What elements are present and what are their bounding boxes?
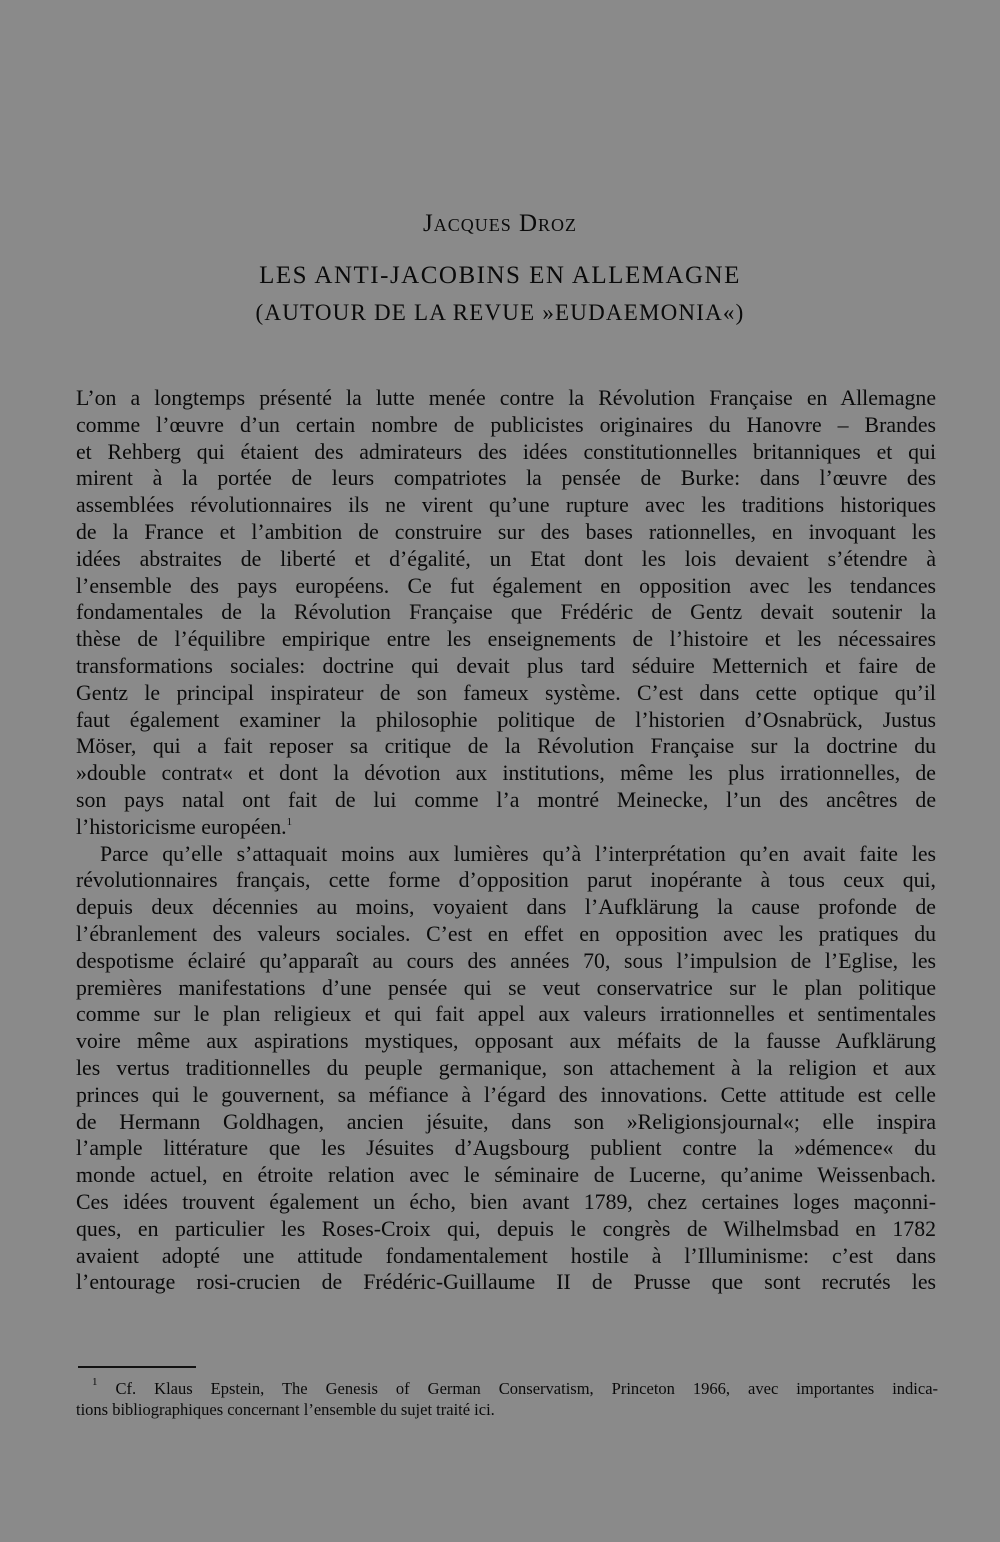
footnote-text: Cf. Klaus Epstein, The Genesis of German Conservatism, Princeton 1966, avec importantes indica- [115,1379,939,1398]
text-line: transformations sociales: doctrine qui devait plus tard séduire Metternich et faire de [76,653,936,678]
article-title: LES ANTI-JACOBINS EN ALLEMAGNE [259,262,741,289]
text-line: Ces idées trouvent également un écho, bien avant 1789, chez certaines loges maçonni- [76,1189,936,1214]
text-line: L’on a longtemps présenté la lutte menée contre la Révolution Française en Allemagne [76,386,936,410]
footnote [76,1378,938,1420]
text-line: depuis deux décennies au moins, voyaient dans l’Aufklärung la cause profonde de [76,895,936,920]
article-subtitle: (AUTOUR DE LA REVUE »EUDAEMONIA«) [255,300,745,325]
footnote-marker: 1 [92,1376,98,1388]
text-line: l’ébranlement des valeurs sociales. C’est en effet en opposition avec les pratiques du [76,921,936,946]
footnote-line [76,1378,938,1399]
footnote-line: tions bibliographiques concernant l’ensemble du sujet traité ici. [76,1400,495,1419]
text-line: Möser, qui a fait reposer sa critique de la Révolution Française sur la doctrine du [76,734,936,759]
text-line: idées abstraites de liberté et d’égalité, un Etat dont les lois devaient s’étendre à [76,546,936,571]
text-line: avaient adopté une attitude fondamentalement hostile à l’Illuminisme: c’est dans [76,1243,936,1268]
footnote-reference[interactable]: 1 [286,815,293,828]
text-line: faut également examiner la philosophie politique de l’historien d’Osnabrück, Justus [76,707,936,732]
text-line: les vertus traditionnelles du peuple germanique, son attachement à la religion et aux [76,1055,936,1080]
text-line: l’ensemble des pays européens. Ce fut également en opposition avec les tendances [76,573,936,598]
text-line: révolutionnaires français, cette forme d’opposition parut inopérante à tous ceux qui, [76,868,936,893]
text-line: ques, en particulier les Roses-Croix qui, depuis le congrès de Wilhelmsbad en 1782 [76,1216,936,1241]
text-line: premières manifestations d’une pensée qui se veut conservatrice sur le plan politique [76,975,936,1000]
text-line: thèse de l’équilibre empirique entre les enseignements de l’histoire et les nécessaires [76,627,936,652]
text-line: fondamentales de la Révolution Française que Frédéric de Gentz devait soutenir la [76,600,936,625]
text-line: comme sur le plan religieux et qui fait appel aux valeurs irrationnelles et sentimentales [76,1002,936,1027]
text-line: et Rehberg qui étaient des admirateurs des idées constitutionnelles britanniques et qui [76,439,936,464]
text-line: l’historicisme européen. [76,814,287,839]
text-line: Gentz le principal inspirateur de son fameux système. C’est dans cette optique qu’il [76,680,936,705]
text-line-with-footnote [76,814,936,841]
text-line: »double contrat« et dont la dévotion aux institutions, même les plus irrationnelles, de [76,761,936,786]
author-name: Jacques Droz [422,210,578,237]
footnote-divider [78,1366,196,1368]
text-line: son pays natal ont fait de lui comme l’a montré Meinecke, l’un des ancêtres de [76,787,936,812]
text-line: princes qui le gouvernent, sa méfiance à l’égard des innovations. Cette attitude est celle [76,1082,936,1107]
text-line: l’entourage rosi-crucien de Frédéric-Guillaume II de Prusse que sont recrutés les [76,1270,936,1295]
text-line: voire même aux aspirations mystiques, opposant aux méfaits de la fausse Aufklärung [76,1029,936,1054]
text-line: de la France et l’ambition de construire sur des bases rationnelles, en invoquant les [76,519,936,544]
text-line: mirent à la portée de leurs compatriotes la pensée de Burke: dans l’œuvre des [76,466,936,491]
paragraph-start: Parce qu’elle s’attaquait moins aux lumières qu’à l’interprétation qu’en avait faite les [100,841,936,866]
text-line: comme l’œuvre d’un certain nombre de publicistes originaires du Hanovre – Brandes [76,412,936,437]
text-line: assemblées révolutionnaires ils ne virent qu’une rupture avec les traditions historiques [76,493,936,518]
text-line: despotisme éclairé qu’apparaît au cours des années 70, sous l’impulsion de l’Eglise, les [76,948,936,973]
text-line: l’ample littérature que les Jésuites d’Augsbourg publient contre la »démence« du [76,1136,936,1161]
text-line: monde actuel, en étroite relation avec le séminaire de Lucerne, qu’anime Weissenbach. [76,1163,936,1188]
body-text [76,385,936,1296]
text-line: de Hermann Goldhagen, ancien jésuite, dans son »Religionsjournal«; elle inspira [76,1109,936,1134]
